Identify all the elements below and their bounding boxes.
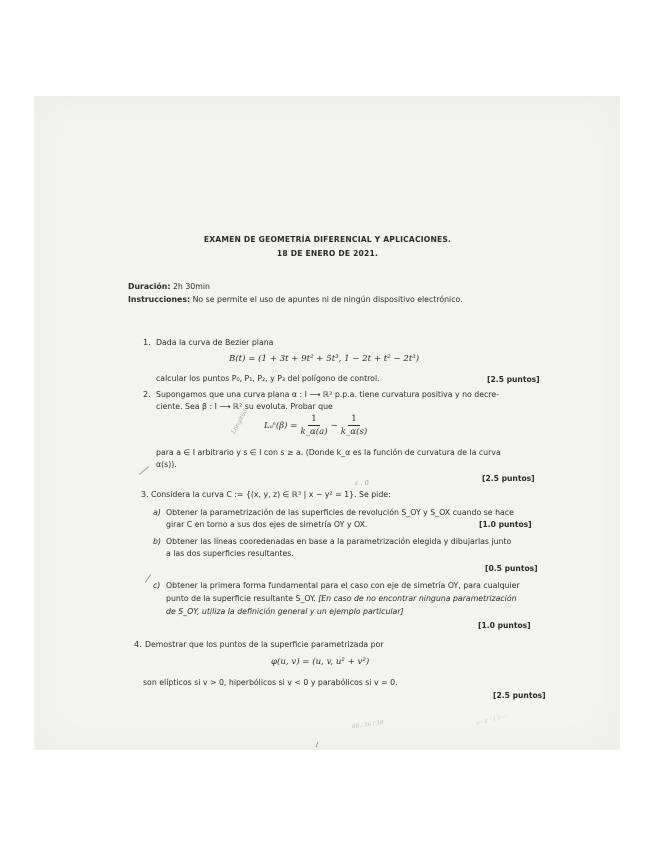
fraction-2-denominator: k_α(s) (340, 427, 368, 437)
problem-4-intro: Demostrar que los puntos de la superficie parametrizada por (145, 640, 384, 649)
problem-4-number: 4. (134, 640, 142, 649)
problem-2-number: 2. (143, 390, 151, 399)
problem-2-line3: para a ∈ I arbitrario y s ∈ I con s ≥ a. (Donde k_α es la función de curvatura de la curva (156, 448, 501, 457)
pencil-note-margin: Longitud (230, 407, 250, 436)
problem-3a-label: a) (153, 508, 161, 517)
problem-3c-hint: [En caso de no encontrar ninguna parametrización (318, 594, 517, 603)
exam-title: EXAMEN DE GEOMETRÍA DIFERENCIAL Y APLICACIONES. (203, 235, 452, 244)
problem-3c-line2-text: punto de la superficie resultante S_OY. (166, 594, 316, 603)
problem-3-number: 3. (141, 490, 149, 499)
problem-3a-points: [1.0 puntos] (479, 520, 532, 529)
pencil-note-bottom-numbers: 68 / 36 / 18 (351, 719, 384, 731)
problem-2-equation-lhs: Lₐˢ(β) = (264, 420, 298, 431)
problem-3c-line3: de S_OY, utiliza la definición general y un ejemplo particular] (166, 607, 404, 616)
pencil-note-bottom-right: r · ε · ( ) ... (475, 711, 509, 728)
fraction-1-denominator: k_α(a) (300, 427, 328, 437)
instructions-label: Instrucciones: (128, 295, 191, 304)
duration-value: 2h 30min (172, 282, 210, 291)
problem-2-line1: Supongamos que una curva plana α : I ⟶ ℝ² p.p.a. tiene curvatura positiva y no decre- (156, 390, 499, 399)
problem-1-task: calcular los puntos P₀, P₁, P₂, y P₃ del polígono de control. (156, 374, 380, 383)
instructions-value: No se permite el uso de apuntes ni de ningún dispositivo electrónico. (192, 295, 463, 304)
instructions-line (128, 295, 463, 304)
fraction-2-numerator: 1 (348, 414, 359, 426)
duration-line (128, 282, 210, 291)
problem-3c-label: c) (153, 581, 161, 590)
problem-3c-line1: Obtener la primera forma fundamental para el caso con eje de simetría OY, para cualquier (166, 581, 520, 590)
problem-3b-line2: a las dos superficies resultantes. (166, 549, 294, 558)
problem-4-equation: φ(u, v) = (u, v, u² + v²) (271, 657, 370, 667)
problem-3a-line1: Obtener la parametrización de las superficies de revolución S_OY y S_OX cuando se hace (166, 508, 514, 517)
problem-1-points: [2.5 puntos] (487, 375, 540, 384)
problem-3b-label: b) (153, 537, 161, 546)
problem-2-fraction-1 (300, 414, 327, 437)
problem-2-fraction-2 (341, 414, 367, 437)
problem-4-task: son elípticos si v > 0, hiperbólicos si v < 0 y parabólicos si v = 0. (143, 678, 398, 687)
fraction-1-numerator: 1 (308, 414, 319, 426)
problem-3c-line2 (166, 594, 517, 603)
pencil-note-above-curve: ε . 0 (355, 479, 369, 487)
exam-date: 18 DE ENERO DE 2021. (276, 249, 379, 258)
problem-3-intro: Considera la curva C := {(x, y, z) ∈ ℝ³ | x − y² = 1}. Se pide: (151, 490, 391, 499)
problem-1-equation: B(t) = (1 + 3t + 9t² + 5t³, 1 − 2t + t² − 2t³) (229, 354, 420, 364)
problem-3a-line2: girar C en torno a sus dos ejes de simetría OY y OX. (166, 520, 368, 529)
problem-2-line4: α(s)). (156, 460, 177, 469)
duration-label: Duración: (128, 282, 171, 291)
problem-3b-points: [0.5 puntos] (485, 564, 538, 573)
problem-2-minus: − (330, 420, 338, 431)
problem-3c-points: [1.0 puntos] (478, 621, 531, 630)
problem-3b-line1: Obtener las líneas cooredenadas en base a la parametrización elegida y dibujarlas junto (166, 537, 512, 546)
problem-2-points: [2.5 puntos] (482, 474, 535, 483)
problem-1-number: 1. (143, 338, 151, 347)
problem-2-equation (264, 414, 370, 437)
problem-4-points: [2.5 puntos] (493, 691, 546, 700)
problem-1-intro: Dada la curva de Bezier plana (156, 338, 274, 347)
problem-2-line2: ciente. Sea β : I ⟶ ℝ² su evoluta. Probar que (156, 402, 333, 411)
